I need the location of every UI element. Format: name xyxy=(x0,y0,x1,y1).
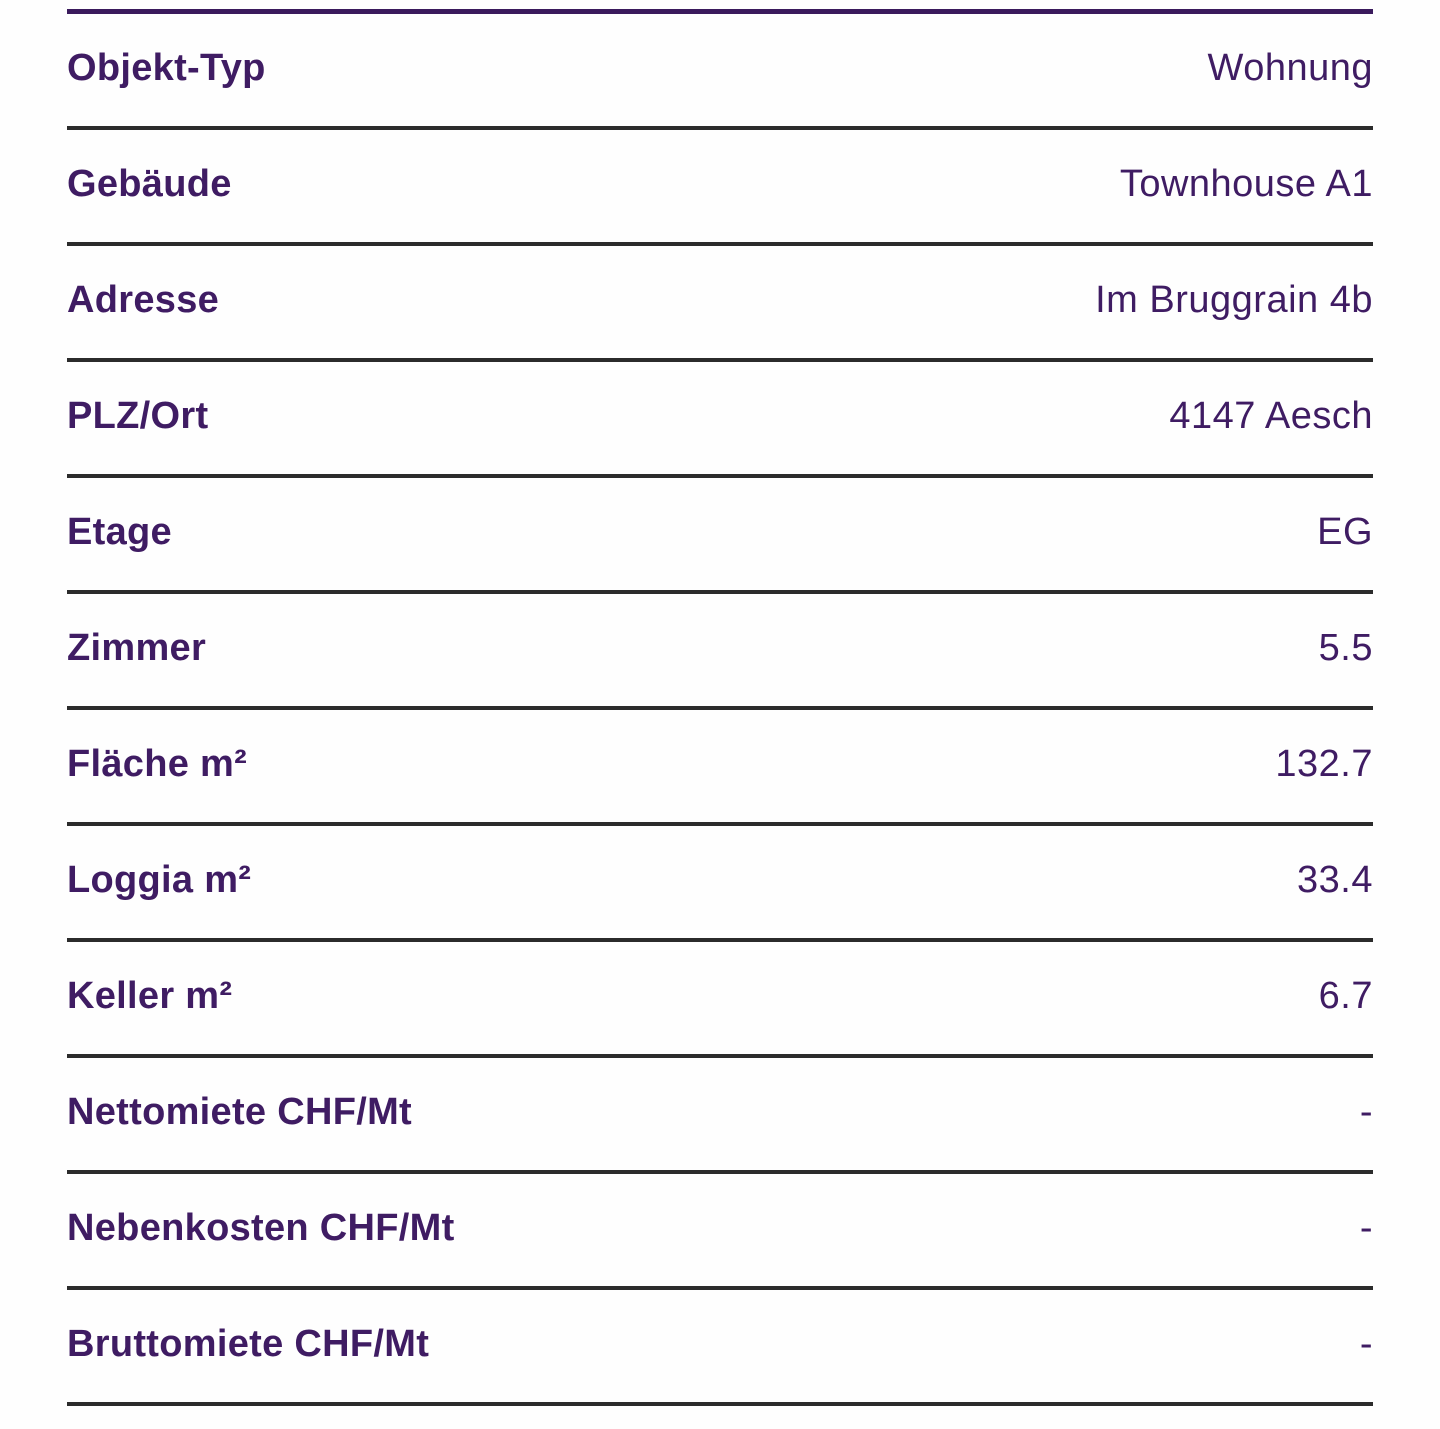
row-label: Nettomiete CHF/Mt xyxy=(67,1090,412,1133)
row-bruttomiete xyxy=(67,1290,1373,1406)
row-value: 6.7 xyxy=(1318,974,1373,1017)
row-loggia xyxy=(67,826,1373,942)
row-flaeche xyxy=(67,710,1373,826)
row-value: 4147 Aesch xyxy=(1169,394,1373,437)
row-value: EG xyxy=(1317,510,1373,553)
row-objekt-typ xyxy=(67,14,1373,130)
row-label: Loggia m² xyxy=(67,858,252,901)
row-nettomiete xyxy=(67,1058,1373,1174)
row-etage xyxy=(67,478,1373,594)
row-keller xyxy=(67,942,1373,1058)
row-label: PLZ/Ort xyxy=(67,394,209,437)
row-value: - xyxy=(1359,1090,1373,1133)
row-nebenkosten xyxy=(67,1174,1373,1290)
row-value: - xyxy=(1359,1206,1373,1249)
row-label: Gebäude xyxy=(67,162,232,205)
row-value: 5.5 xyxy=(1318,626,1373,669)
row-value: Townhouse A1 xyxy=(1119,162,1373,205)
row-label: Adresse xyxy=(67,278,220,321)
row-plz-ort xyxy=(67,362,1373,478)
row-value: 132.7 xyxy=(1275,742,1373,785)
row-value: - xyxy=(1359,1322,1373,1365)
row-label: Etage xyxy=(67,510,172,553)
row-label: Bruttomiete CHF/Mt xyxy=(67,1322,430,1365)
row-value: Im Bruggrain 4b xyxy=(1095,278,1373,321)
row-label: Fläche m² xyxy=(67,742,248,785)
row-zimmer xyxy=(67,594,1373,710)
row-label: Objekt-Typ xyxy=(67,46,266,89)
row-adresse xyxy=(67,246,1373,362)
row-label: Keller m² xyxy=(67,974,233,1017)
row-gebaeude xyxy=(67,130,1373,246)
row-label: Nebenkosten CHF/Mt xyxy=(67,1206,455,1249)
row-value: Wohnung xyxy=(1207,46,1373,89)
row-label: Zimmer xyxy=(67,626,207,669)
row-value: 33.4 xyxy=(1297,858,1373,901)
